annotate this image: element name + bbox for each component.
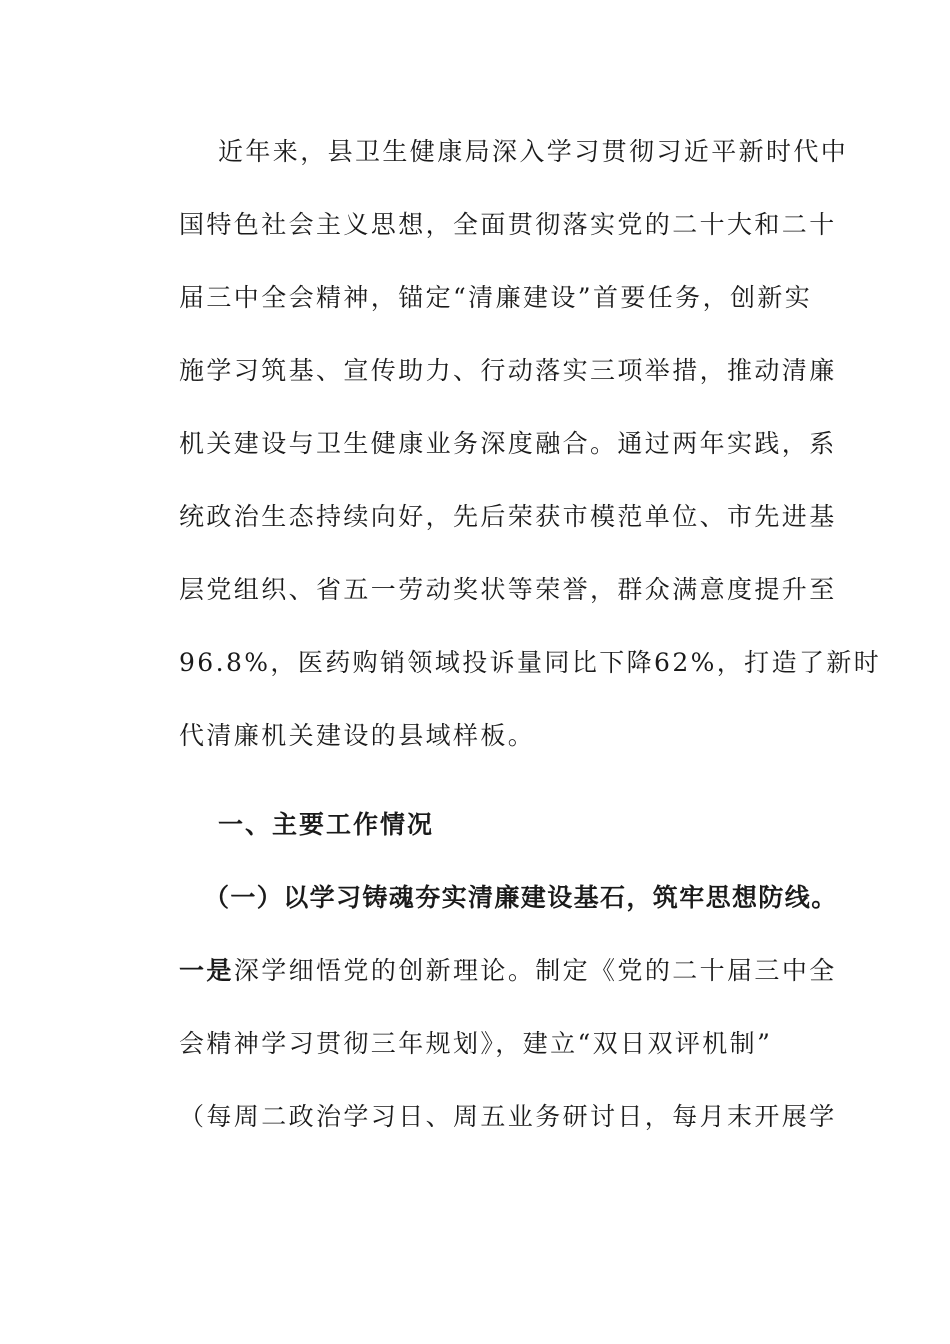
body-line-3: （每周二政治学习日、周五业务研讨日，每月末开展学 xyxy=(179,1102,837,1131)
body-line-1-text: 深学细悟党的创新理论。制定《党的二十届三中全 xyxy=(233,956,837,985)
intro-line-7: 层党组织、省五一劳动奖状等荣誉，群众满意度提升至 xyxy=(179,575,837,604)
point-lead: 一是 xyxy=(179,956,234,985)
intro-line-6: 统政治生态持续向好，先后荣获市模范单位、市先进基 xyxy=(179,502,837,531)
subsection-heading xyxy=(204,882,858,914)
intro-line-9: 代清廉机关建设的县域样板。 xyxy=(179,721,536,750)
intro-line-1: 近年来，县卫生健康局深入学习贯彻习近平新时代中 xyxy=(218,137,849,166)
intro-line-8: 96.8%，医药购销领域投诉量同比下降62%，打造了新时 xyxy=(179,648,882,677)
intro-line-5: 机关建设与卫生健康业务深度融合。通过两年实践，系 xyxy=(179,429,837,458)
subsection-heading-text: （一）以学习铸魂夯实清廉建设基石，筑牢思想防线。 xyxy=(204,883,838,912)
body-line-1 xyxy=(179,955,837,987)
intro-line-4: 施学习筑基、宣传助力、行动落实三项举措，推动清廉 xyxy=(179,356,837,385)
body-line-2: 会精神学习贯彻三年规划》，建立“双日双评机制” xyxy=(179,1029,773,1058)
intro-line-3: 届三中全会精神，锚定“清廉建设”首要任务，创新实 xyxy=(179,283,813,312)
intro-line-2: 国特色社会主义思想，全面贯彻落实党的二十大和二十 xyxy=(179,210,837,239)
section-heading: 一、主要工作情况 xyxy=(218,810,435,839)
